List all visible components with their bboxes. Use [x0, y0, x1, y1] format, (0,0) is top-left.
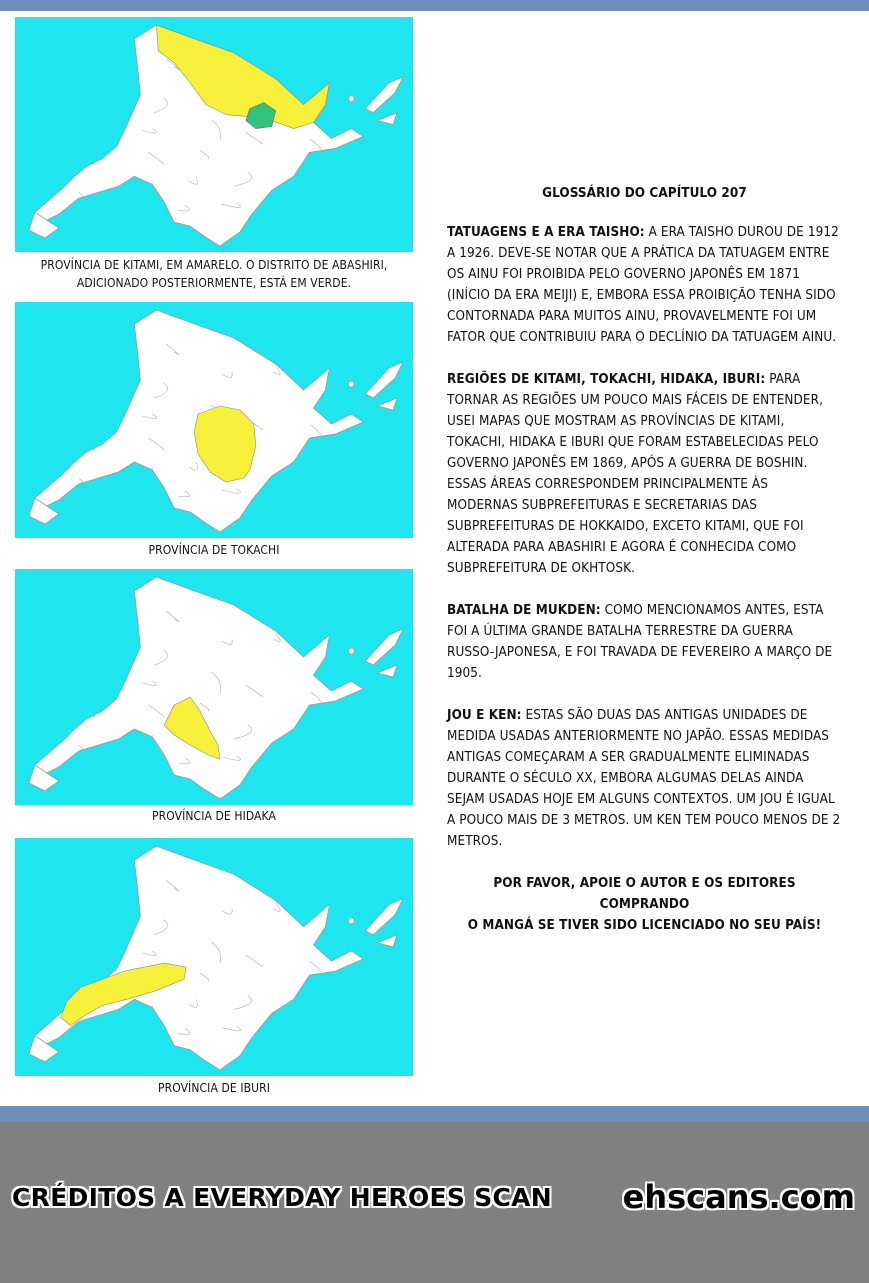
glossary-entry: [447, 705, 842, 852]
hokkaido-map-icon: [15, 302, 413, 538]
glossary-entry: [447, 222, 842, 348]
glossary: [447, 183, 842, 936]
map-iburi-caption: [15, 1079, 413, 1097]
hokkaido-map-icon: [15, 17, 413, 252]
glossary-entry: [447, 600, 842, 684]
caption-line: PROVÍNCIA DE IBURI: [157, 1081, 270, 1095]
glossary-text: PARA TORNAR AS REGIÕES UM POUCO MAIS FÁCEIS DE ENTENDER, USEI MAPAS QUE MOSTRAM AS PROVÍNCIAS DE KITAMI, TOKACHI, HIDAKA E IBURI QUE FORAM ESTABELECIDAS PELO GOVERNO JAPONÊS EM 1869, APÓS A GUERRA DE BOSHIN. ESSAS ÁREAS CORRESPONDEM PRINCIPALMENTE ÀS MODERNAS SUBPREFEITURAS E SECRETARIAS DAS SUBPREFEITURAS DE HOKKAIDO, EXCETO KITAMI, QUE FOI ALTERADA PARA ABASHIRI E AGORA É CONHECIDA COMO SUBPREFEITURA DE OKHTOSK.: [447, 372, 824, 576]
map-tokachi-caption: [15, 541, 413, 559]
glossary-entry: [447, 369, 842, 579]
map-hidaka: [15, 569, 413, 805]
support-note: [447, 873, 842, 936]
glossary-text: A ERA TAISHO DUROU DE 1912 A 1926. DEVE-SE NOTAR QUE A PRÁTICA DA TATUAGEM ENTRE OS AINU FOI PROIBIDA PELO GOVERNO JAPONÊS EM 1871 (INÍCIO DA ERA MEIJI) E, EMBORA ESSA PROIBIÇÃO TENHA SIDO CONTORNADA PARA MUITOS AINU, PROVAVELMENTE FOI UM FATOR QUE CONTRIBUIU PARA O DECLÍNIO DA TATUAGEM AINU.: [447, 225, 839, 345]
top-bar: [0, 0, 869, 11]
glossary-text: COMO MENCIONAMOS ANTES, ESTA FOI A ÚLTIMA GRANDE BATALHA TERRESTRE DA GUERRA RUSSO-JAPONESA, E FOI TRAVADA DE FEVEREIRO A MARÇO DE 1905.: [447, 603, 833, 681]
hokkaido-map-icon: [15, 838, 413, 1076]
map-kitami: [15, 17, 413, 252]
caption-line: ADICIONADO POSTERIORMENTE, ESTÁ EM VERDE.: [76, 276, 352, 290]
footer-stripe: [0, 1106, 869, 1122]
map-kitami-caption: [15, 256, 413, 292]
glossary-term: TATUAGENS E A ERA TAISHO:: [447, 225, 645, 240]
caption-line: PROVÍNCIA DE TOKACHI: [148, 543, 280, 557]
map-tokachi: [15, 302, 413, 538]
glossary-term: JOU E KEN:: [447, 708, 522, 723]
glossary-term: BATALHA DE MUKDEN:: [447, 603, 601, 618]
support-note-line: POR FAVOR, APOIE O AUTOR E OS EDITORES COMPRANDO: [493, 876, 796, 912]
credits-text: CRÉDITOS A EVERYDAY HEROES SCAN: [12, 1183, 553, 1212]
support-note-line: O MANGÁ SE TIVER SIDO LICENCIADO NO SEU PAÍS!: [467, 918, 822, 933]
map-hidaka-caption: [15, 807, 413, 825]
glossary-text: ESTAS SÃO DUAS DAS ANTIGAS UNIDADES DE MEDIDA USADAS ANTERIORMENTE NO JAPÃO. ESSAS MEDIDAS ANTIGAS COMEÇARAM A SER GRADUALMENTE ELIMINADAS DURANTE O SÉCULO XX, EMBORA ALGUMAS DELAS AINDA SEJAM USADAS HOJE EM ALGUNS CONTEXTOS. UM JOU É IGUAL A POUCO MAIS DE 3 METROS. UM KEN TEM POUCO MENOS DE 2 METROS.: [447, 708, 841, 849]
site-link[interactable]: ehscans.com: [622, 1178, 855, 1216]
glossary-term: REGIÕES DE KITAMI, TOKACHI, HIDAKA, IBURI:: [447, 372, 766, 387]
glossary-title: GLOSSÁRIO DO CAPÍTULO 207: [542, 186, 747, 201]
caption-line: PROVÍNCIA DE KITAMI, EM AMARELO. O DISTRITO DE ABASHIRI,: [40, 258, 388, 272]
map-iburi: [15, 838, 413, 1076]
caption-line: PROVÍNCIA DE HIDAKA: [152, 809, 276, 823]
hokkaido-map-icon: [15, 569, 413, 805]
